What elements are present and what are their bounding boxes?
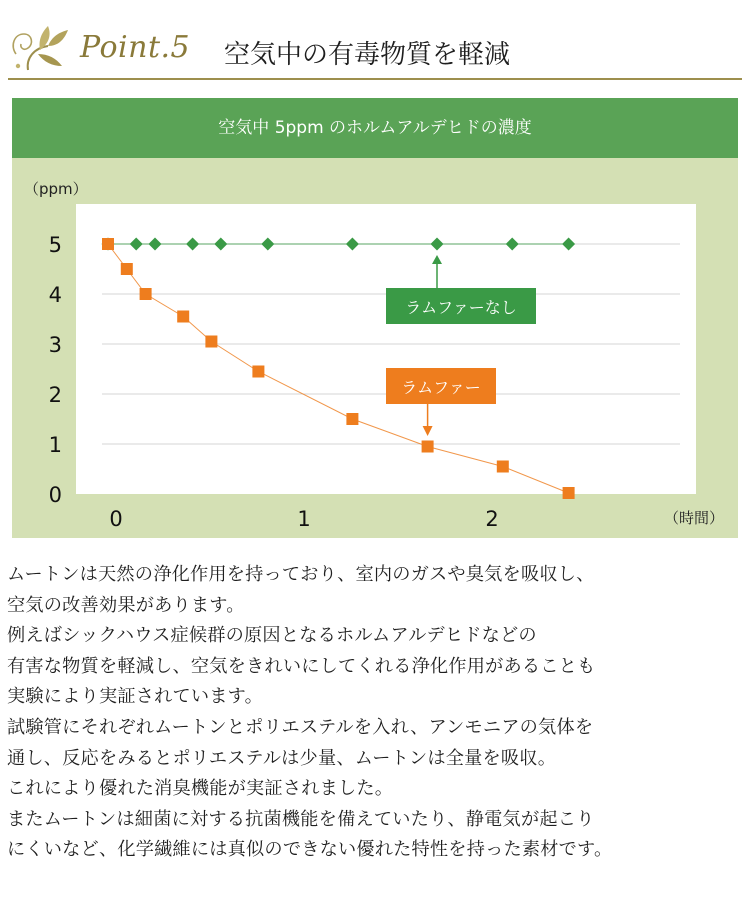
data-point-square <box>252 366 264 378</box>
formaldehyde-chart <box>12 98 738 538</box>
y-tick-label: 3 <box>48 333 62 357</box>
data-point-square <box>140 288 152 300</box>
x-tick-label: 1 <box>297 507 311 531</box>
data-point-square <box>563 487 575 499</box>
data-point-square <box>205 336 217 348</box>
body-line: これにより優れた消臭機能が実証されました。 <box>7 778 394 800</box>
data-point-square <box>177 311 189 323</box>
x-tick-label: 0 <box>109 507 123 531</box>
data-point-square <box>497 461 509 473</box>
body-line: ムートンは天然の浄化作用を持っており、室内のガスや臭気を吸収し、 <box>7 564 595 585</box>
data-point-square <box>121 263 133 275</box>
section-title: 空気中の有毒物質を軽減 <box>224 40 511 70</box>
chart-panel <box>12 98 738 538</box>
x-tick-label: 2 <box>485 507 499 531</box>
body-line: 通し、反応をみるとポリエステルは少量、ムートンは全量を吸収。 <box>7 747 557 769</box>
chart-title: 空気中 5ppm のホルムアルデヒドの濃度 <box>12 98 738 158</box>
leaf-flourish-icon <box>8 24 76 76</box>
y-tick-label: 4 <box>48 283 62 307</box>
section-header <box>0 0 750 84</box>
data-point-square <box>102 238 114 250</box>
y-tick-label: 5 <box>48 233 62 257</box>
callout-label-lamfur: ラムファー <box>401 378 481 397</box>
data-point-square <box>422 441 434 453</box>
point-number-label: Point.5 <box>80 30 191 65</box>
body-line: 例えばシックハウス症候群の原因となるホルムアルデヒドなどの <box>7 625 537 647</box>
plot-area <box>76 204 696 494</box>
y-axis-label: （ppm） <box>24 180 88 198</box>
body-line: にくいなど、化学繊維には真似のできない優れた特性を持った素材です。 <box>7 839 613 861</box>
callout-label-no-lamfur: ラムファーなし <box>405 298 517 317</box>
data-point-square <box>346 413 358 425</box>
body-line: 試験管にそれぞれムートンとポリエステルを入れ、アンモニアの気体を <box>7 716 594 738</box>
x-axis-label: （時間） <box>663 509 724 527</box>
body-line: 有害な物質を軽減し、空気をきれいにしてくれる浄化作用があることも <box>7 655 596 677</box>
body-line: 空気の改善効果があります。 <box>7 594 245 616</box>
header-divider <box>8 78 742 80</box>
body-paragraph <box>7 560 750 866</box>
body-line: 実験により実証されています。 <box>7 686 263 708</box>
body-line: またムートンは細菌に対する抗菌機能を備えていたり、静電気が起こり <box>7 808 595 830</box>
y-tick-label: 1 <box>48 433 62 457</box>
y-tick-label: 0 <box>48 483 62 507</box>
y-tick-label: 2 <box>48 383 62 407</box>
